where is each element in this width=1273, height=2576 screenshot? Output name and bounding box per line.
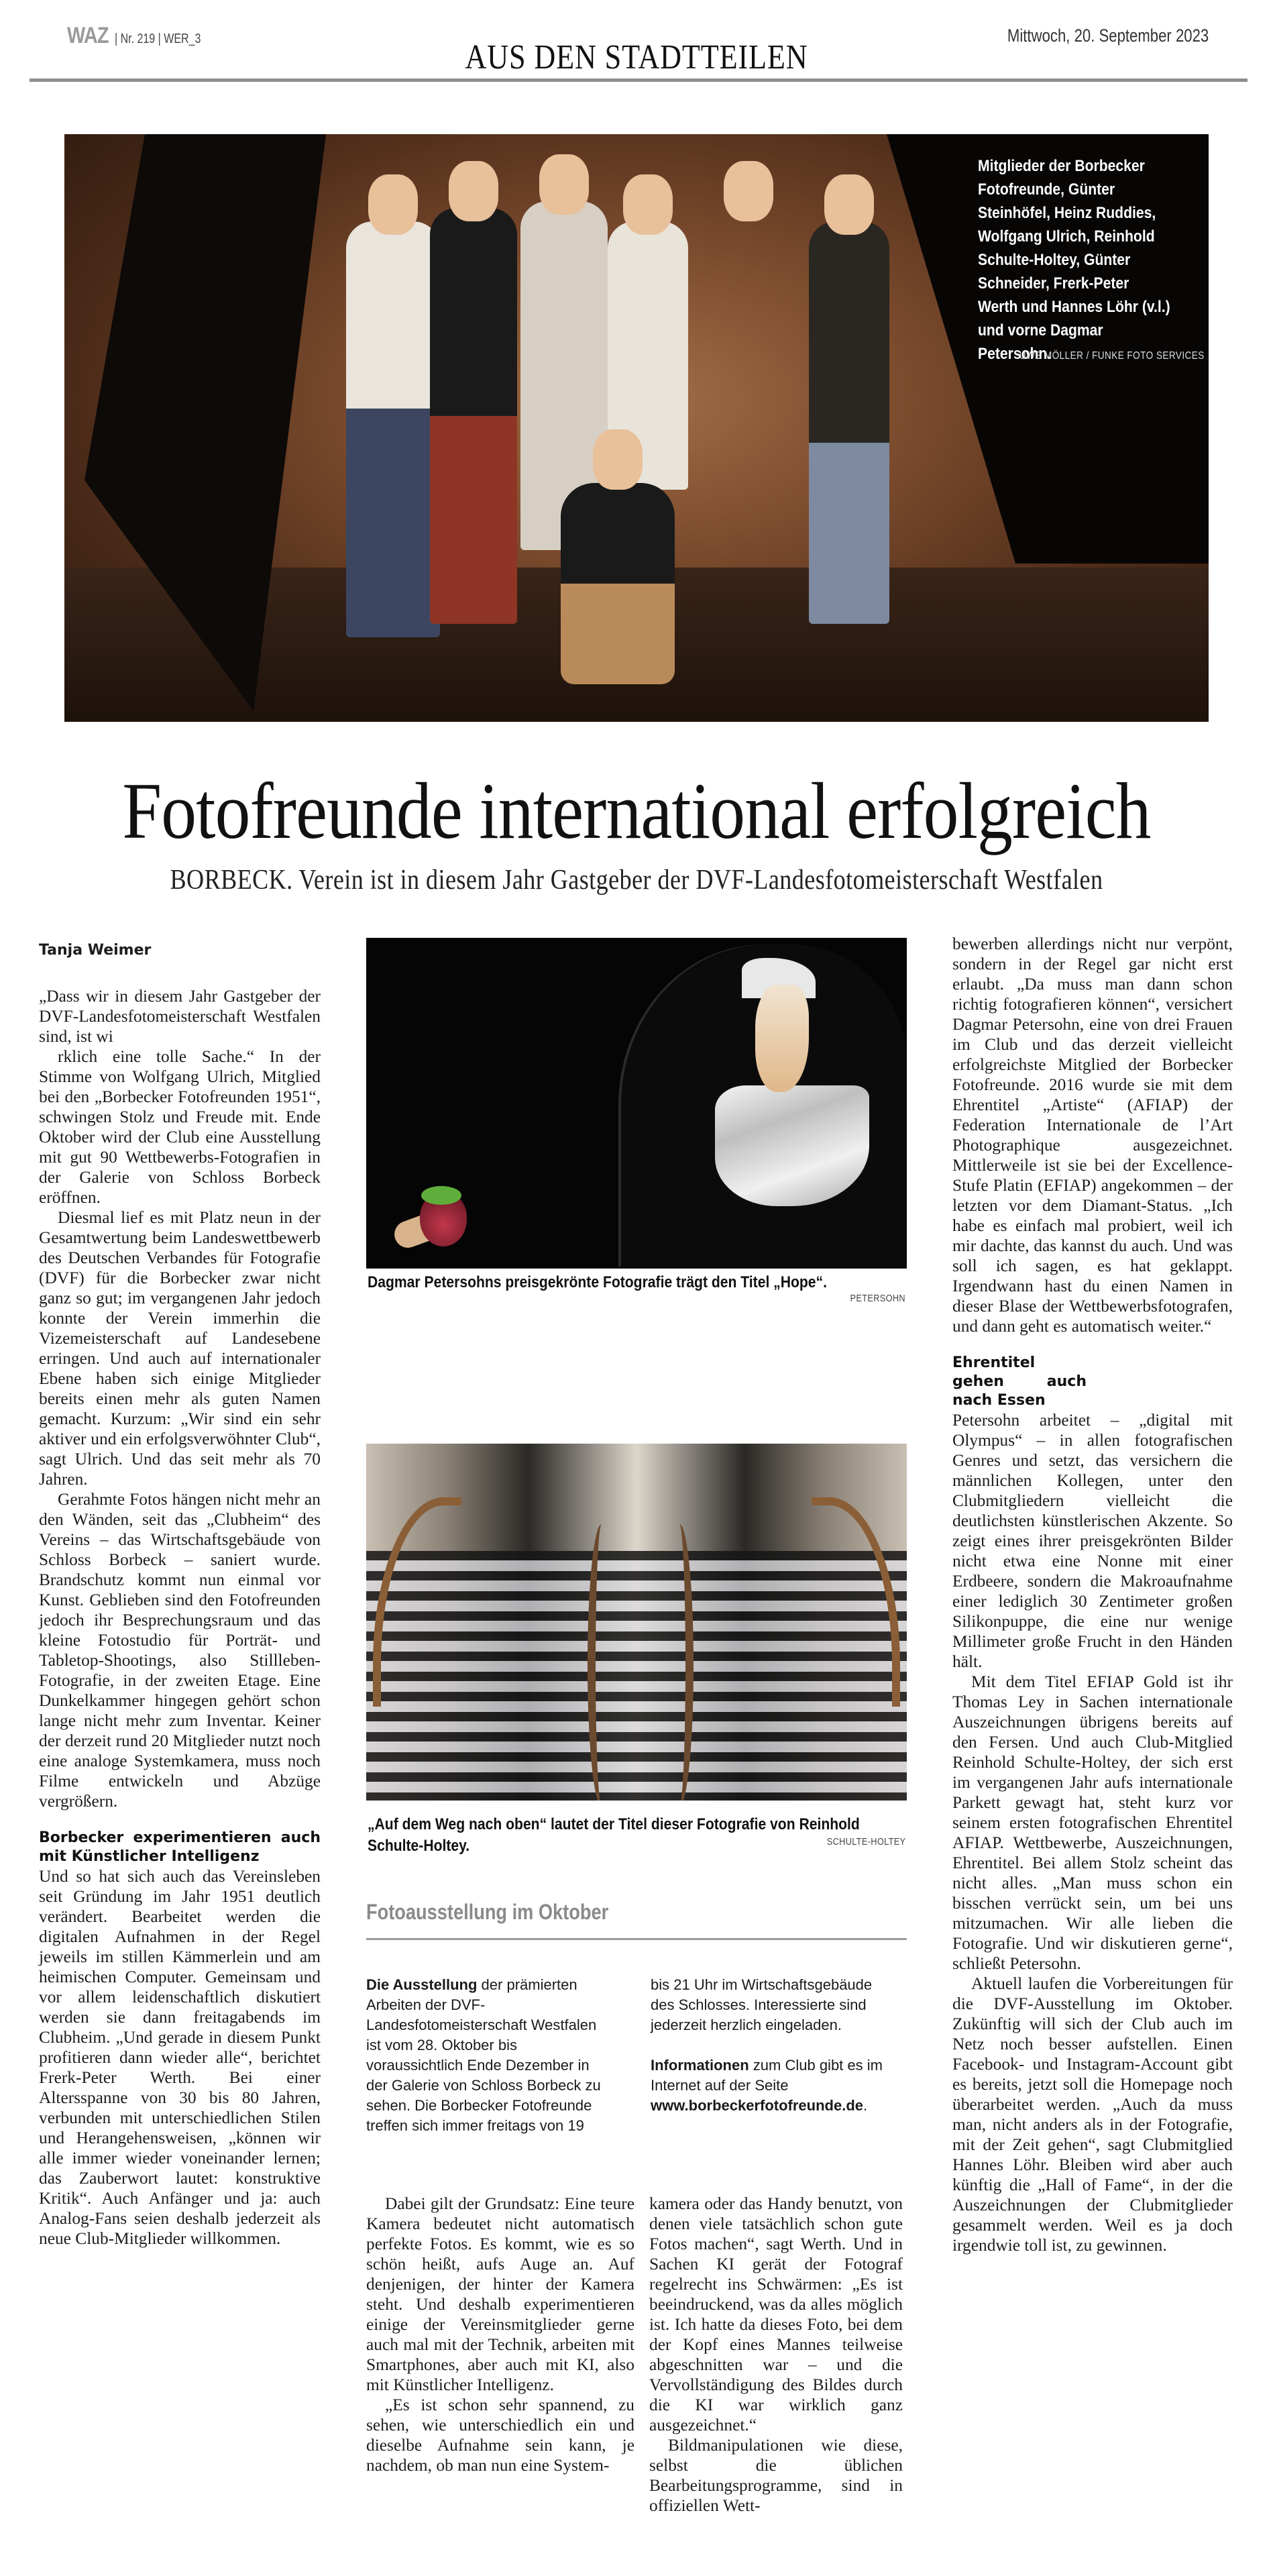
- paragraph: rklich eine tolle Sache.“ In der Stimme von Wolfgang Ulrich, Mitglied bei den „Borbecker Fotofreunden 1951“, schwingen Stolz und Freude mit. Ende Oktober wird der Club eine Ausstellung mit gut 90 Wettbewerbs-Fotografien in der Galerie von Schloss Borbeck eröffnen.: [39, 1047, 321, 1207]
- infobox-column-1: [366, 1975, 608, 2136]
- paragraph: bewerben allerdings nicht nur verpönt, sondern in der Regel gar nicht erst erlaubt. „Da muss man dann schon richtig fotografieren können“, versichert Dagmar Petersohn, eine von drei Frauen im Club und das derzeit vielleicht erfolgreichste Mitglied der Borbecker Fotofreunde. 2016 wurde sie mit dem Ehrentitel „Artiste“ (AFIAP) der Federation Internationale de l’Art Photographique ausgezeichnet. Mittlerweile ist sie bei der Excellence-Stufe Platin (EFIAP) angekommen – der letzten vor dem Diamant-Status. „Ich habe es einfach mal probiert, weil ich mir dachte, das kannst du auch. Und was soll ich sagen, es hat geklappt. Irgendwann hast du einen Namen in dieser Blase der Wettbewerbsfotografen, und dann geht es automatisch weiter.“: [952, 934, 1233, 1336]
- person-figure: [430, 208, 517, 624]
- article-column-2a: [366, 2194, 634, 2475]
- paragraph: „Dass wir in diesem Jahr Gastgeber der DVF-Landesfotomeisterschaft Westfalen sind, ist wi: [39, 987, 321, 1046]
- paragraph: kamera oder das Handy benutzt, von denen viele tatsächlich schon gute Fotos machen“, sagt Werth. Und in Sachen KI gerät der Fotograf regelrecht ins Schwärmen: „Es ist beeindruckend, was da alles möglich ist. Ich hatte da dieses Foto, bei dem der Kopf eines Mannes teilweise abgeschnitten war – und die Vervollständigung des Bildes durch die KI war wirklich ganz ausgezeichnet.“: [649, 2194, 903, 2434]
- paragraph: Dabei gilt der Grundsatz: Eine teure Kamera bedeutet nicht automatisch perfekte Fotos. Es kommt, wie es so schön heißt, aufs Auge an. Auf denjenigen, der hinter der Kamera steht. Und deshalb experimentieren einige der Vereinsmitglieder gerne auch mal mit der Technik, arbeiten mit Smartphones, aber auch mit KI, also mit Künstlicher Intelligenz.: [366, 2194, 634, 2394]
- paragraph: „Es ist schon sehr spannend, zu sehen, wie unterschiedlich ein und dieselbe Aufnahme sein kann, je nachdem, ob man nun eine System-: [366, 2396, 634, 2475]
- paragraph: Aktuell laufen die Vorbereitungen für die DVF-Ausstellung im Oktober. Zukünftig will sich der Club auch im Netz noch besser aufstellen. Einen Facebook- und Instagram-Account gibt es bereits, jetzt soll die Homepage noch überarbeitet werden. „Auch da muss man, nicht anders als in der Fotografie, mit der Zeit gehen“, sagt Clubmitglied Hannes Löhr. Bleiben wird aber auch künftig die „Hall of Fame“, in der die Auszeichnungen der Clubmitglieder gesammelt werden. Weil es ja doch irgendwie toll ist, zu gewinnen.: [952, 1974, 1233, 2255]
- paragraph: Bildmanipulationen wie diese, selbst die üblichen Bearbeitungsprogramme, sind in offiziellen Wett-: [649, 2436, 903, 2515]
- article-column-1: [39, 941, 321, 2249]
- publication-date: Mittwoch, 20. September 2023: [1007, 25, 1209, 46]
- photo-caption-hope: Dagmar Petersohns preisgekrönte Fotografie trägt den Titel „Hope“.: [368, 1273, 827, 1291]
- article-subhead: BORBECK. Verein ist in diesem Jahr Gastgeber der DVF-Landesfotomeisterschaft Westfalen: [170, 865, 1103, 896]
- infobox-divider: [366, 1938, 907, 1940]
- person-figure: [346, 221, 440, 637]
- person-seated: [561, 483, 675, 684]
- infobox-title: Fotoausstellung im Oktober: [366, 1900, 609, 1924]
- photo-credit-hope: PETERSOHN: [850, 1293, 905, 1304]
- article-column-3: [952, 934, 1233, 2255]
- subheading: Ehrentitel gehen auch nach Essen: [952, 1354, 1087, 1409]
- waz-logo: WAZ: [67, 23, 109, 48]
- header-divider: [30, 78, 1248, 82]
- infobox-text: der prämierten Arbeiten der DVF-Landesfotomeisterschaft Westfalen ist vom 28. Oktober bis voraussichtlich Ende Dezember in der Galerie von Schloss Borbeck zu sehen. Die Borbecker Fotofreunde treffen sich immer freitags von 19: [366, 1976, 601, 2134]
- author-byline: Tanja Weimer: [39, 942, 152, 959]
- person-figure: [695, 208, 802, 637]
- paragraph: Und so hat sich auch das Vereinsleben seit Gründung im Jahr 1951 deutlich verändert. Bearbeitet werden die digitalen Aufnahmen in der Regel jeweils im stillen Kämmerlein und am heimischen Computer. Gemeinsam und vor allem leidenschaftlich diskutiert werden sie dann freitagabends im Clubheim. „Und gerade in diesem Punkt profitieren dann wieder alle“, berichtet Frerk-Peter Werth. Bei einer Altersspanne von 30 bis 80 Jahren, verbunden mit unterschiedlichen Stilen und Herangehensweisen, „können wir alle immer wieder voneinander lernen; das Zauberwort lautet: konstruktive Kritik“. Auch Anfänger und ja: auch Analog-Fans seien deshalb jederzeit als neue Club-Mitglieder willkommen.: [39, 1867, 321, 2248]
- paragraph: Mit dem Titel EFIAP Gold ist ihr Thomas Ley in Sachen internationale Auszeichnungen übrigens bereits auf den Fersen. Und auch Club-Mitglied Reinhold Schulte-Holtey, der sich erst im vergangenen Jahr aufs internationale Parkett gewagt hat, steht kurz vor seinem ersten fotografischen Ehrentitel AFIAP. Wettbewerbe, Auszeichnungen, Ehrentitel. Bei allem Stolz scheint das nicht alles. „Man muss schon ein bisschen verrückt sein, um bei uns mitzumachen. Wir alle lieben die Fotografie. Und wir diskutieren gerne“, schließt Petersohn.: [952, 1672, 1233, 1973]
- person-figure: [809, 221, 889, 624]
- article-headline: Fotofreunde international erfolgreich: [122, 766, 1151, 855]
- club-website-link[interactable]: www.borbeckerfotofreunde.de: [651, 2097, 864, 2114]
- paragraph: Diesmal lief es mit Platz neun in der Gesamtwertung beim Landeswettbewerb des Deutschen Verbandes für Fotografie (DVF) für die Borbecker zwar nicht ganz so gut; im vergangenen Jahr jedoch konnte der Verein immerhin die Vizemeisterschaft auf Landesebene erringen. Und auch auf internationaler Ebene haben sich einige Mitglieder bereits einen mehr als guten Namen gemacht. Kurzum: „Wir sind ein sehr aktiver und ein erfolgsverwöhnter Club“, sagt Ulrich. Und das seit mehr als 70 Jahren.: [39, 1208, 321, 1489]
- subheading: Borbecker experimentieren auch mit Künstlicher Intelligenz: [39, 1829, 321, 1865]
- infobox-text: bis 21 Uhr im Wirtschaftsgebäude des Schlosses. Interessierte sind jederzeit herzlich eingeladen.: [651, 1976, 873, 2033]
- infobox-lead: Die Ausstellung: [366, 1976, 478, 1993]
- photo-stairs: [366, 1444, 907, 1801]
- issue-info: | Nr. 219 | WER_3: [114, 32, 201, 46]
- hero-caption: Mitglieder der Borbecker Fotofreunde, Günter Steinhöfel, Heinz Ruddies, Wolfgang Ulrich, Reinhold Schulte-Holtey, Günter Schneider, Frerk-Peter Werth und Hannes Löhr (v.l.) und vorne Dagmar Petersohn.: [978, 157, 1170, 363]
- paragraph: Gerahmte Fotos hängen nicht mehr an den Wänden, seit das „Clubheim“ des Vereins – das Wirtschaftsgebäude von Schloss Borbeck – saniert wurde. Brandschutz kommt nun einmal vor Kunst. Geblieben sind den Fotofreunden jedoch ihr Besprechungsraum und das kleine Fotostudio für Porträt- und Tabletop-Shootings, also Stillleben-Fotografie, in der zweiten Etage. Eine Dunkelkammer hingegen gehört schon lange nicht mehr zum Inventar. Keiner der derzeit rund 20 Mitglieder nutzt noch eine analoge Systemkamera, muss noch Filme entwickeln und Abzüge vergrößern.: [39, 1490, 321, 1811]
- infobox-column-2: [651, 1975, 899, 2116]
- infobox-text: zum Club gibt es im Internet auf der Seite: [651, 2057, 883, 2094]
- infobox-lead: Informationen: [651, 2057, 749, 2074]
- paragraph: Petersohn arbeitet – „digital mit Olympus“ – in allen fotografischen Genres und setzt, das versichern die männlichen Kollegen, unter den Clubmitgliedern vielleicht die deutlichsten künstlerischen Akzente. So zeigt eines ihrer preisgekrönten Bilder nicht etwa eine Nonne mit einer Erdbeere, sondern die Makroaufnahme einer lediglich 30 Zentimeter großen Silikonpuppe, die eine nur wenige Millimeter große Frucht in den Händen hält.: [952, 1411, 1233, 1671]
- photo-hope-nun: [366, 938, 907, 1269]
- photo-credit-stairs: SCHULTE-HOLTEY: [826, 1836, 905, 1847]
- article-column-2b: [649, 2194, 903, 2516]
- photo-caption-stairs: „Auf dem Weg nach oben“ lautet der Titel dieser Fotografie von Reinhold Schulte-Holtey.: [368, 1815, 860, 1855]
- hero-group-photo: [64, 134, 1209, 722]
- section-title: AUS DEN STADTTEILEN: [465, 38, 808, 76]
- punctuation: .: [863, 2097, 868, 2114]
- hero-credit: UWE MÖLLER / FUNKE FOTO SERVICES: [1019, 350, 1205, 362]
